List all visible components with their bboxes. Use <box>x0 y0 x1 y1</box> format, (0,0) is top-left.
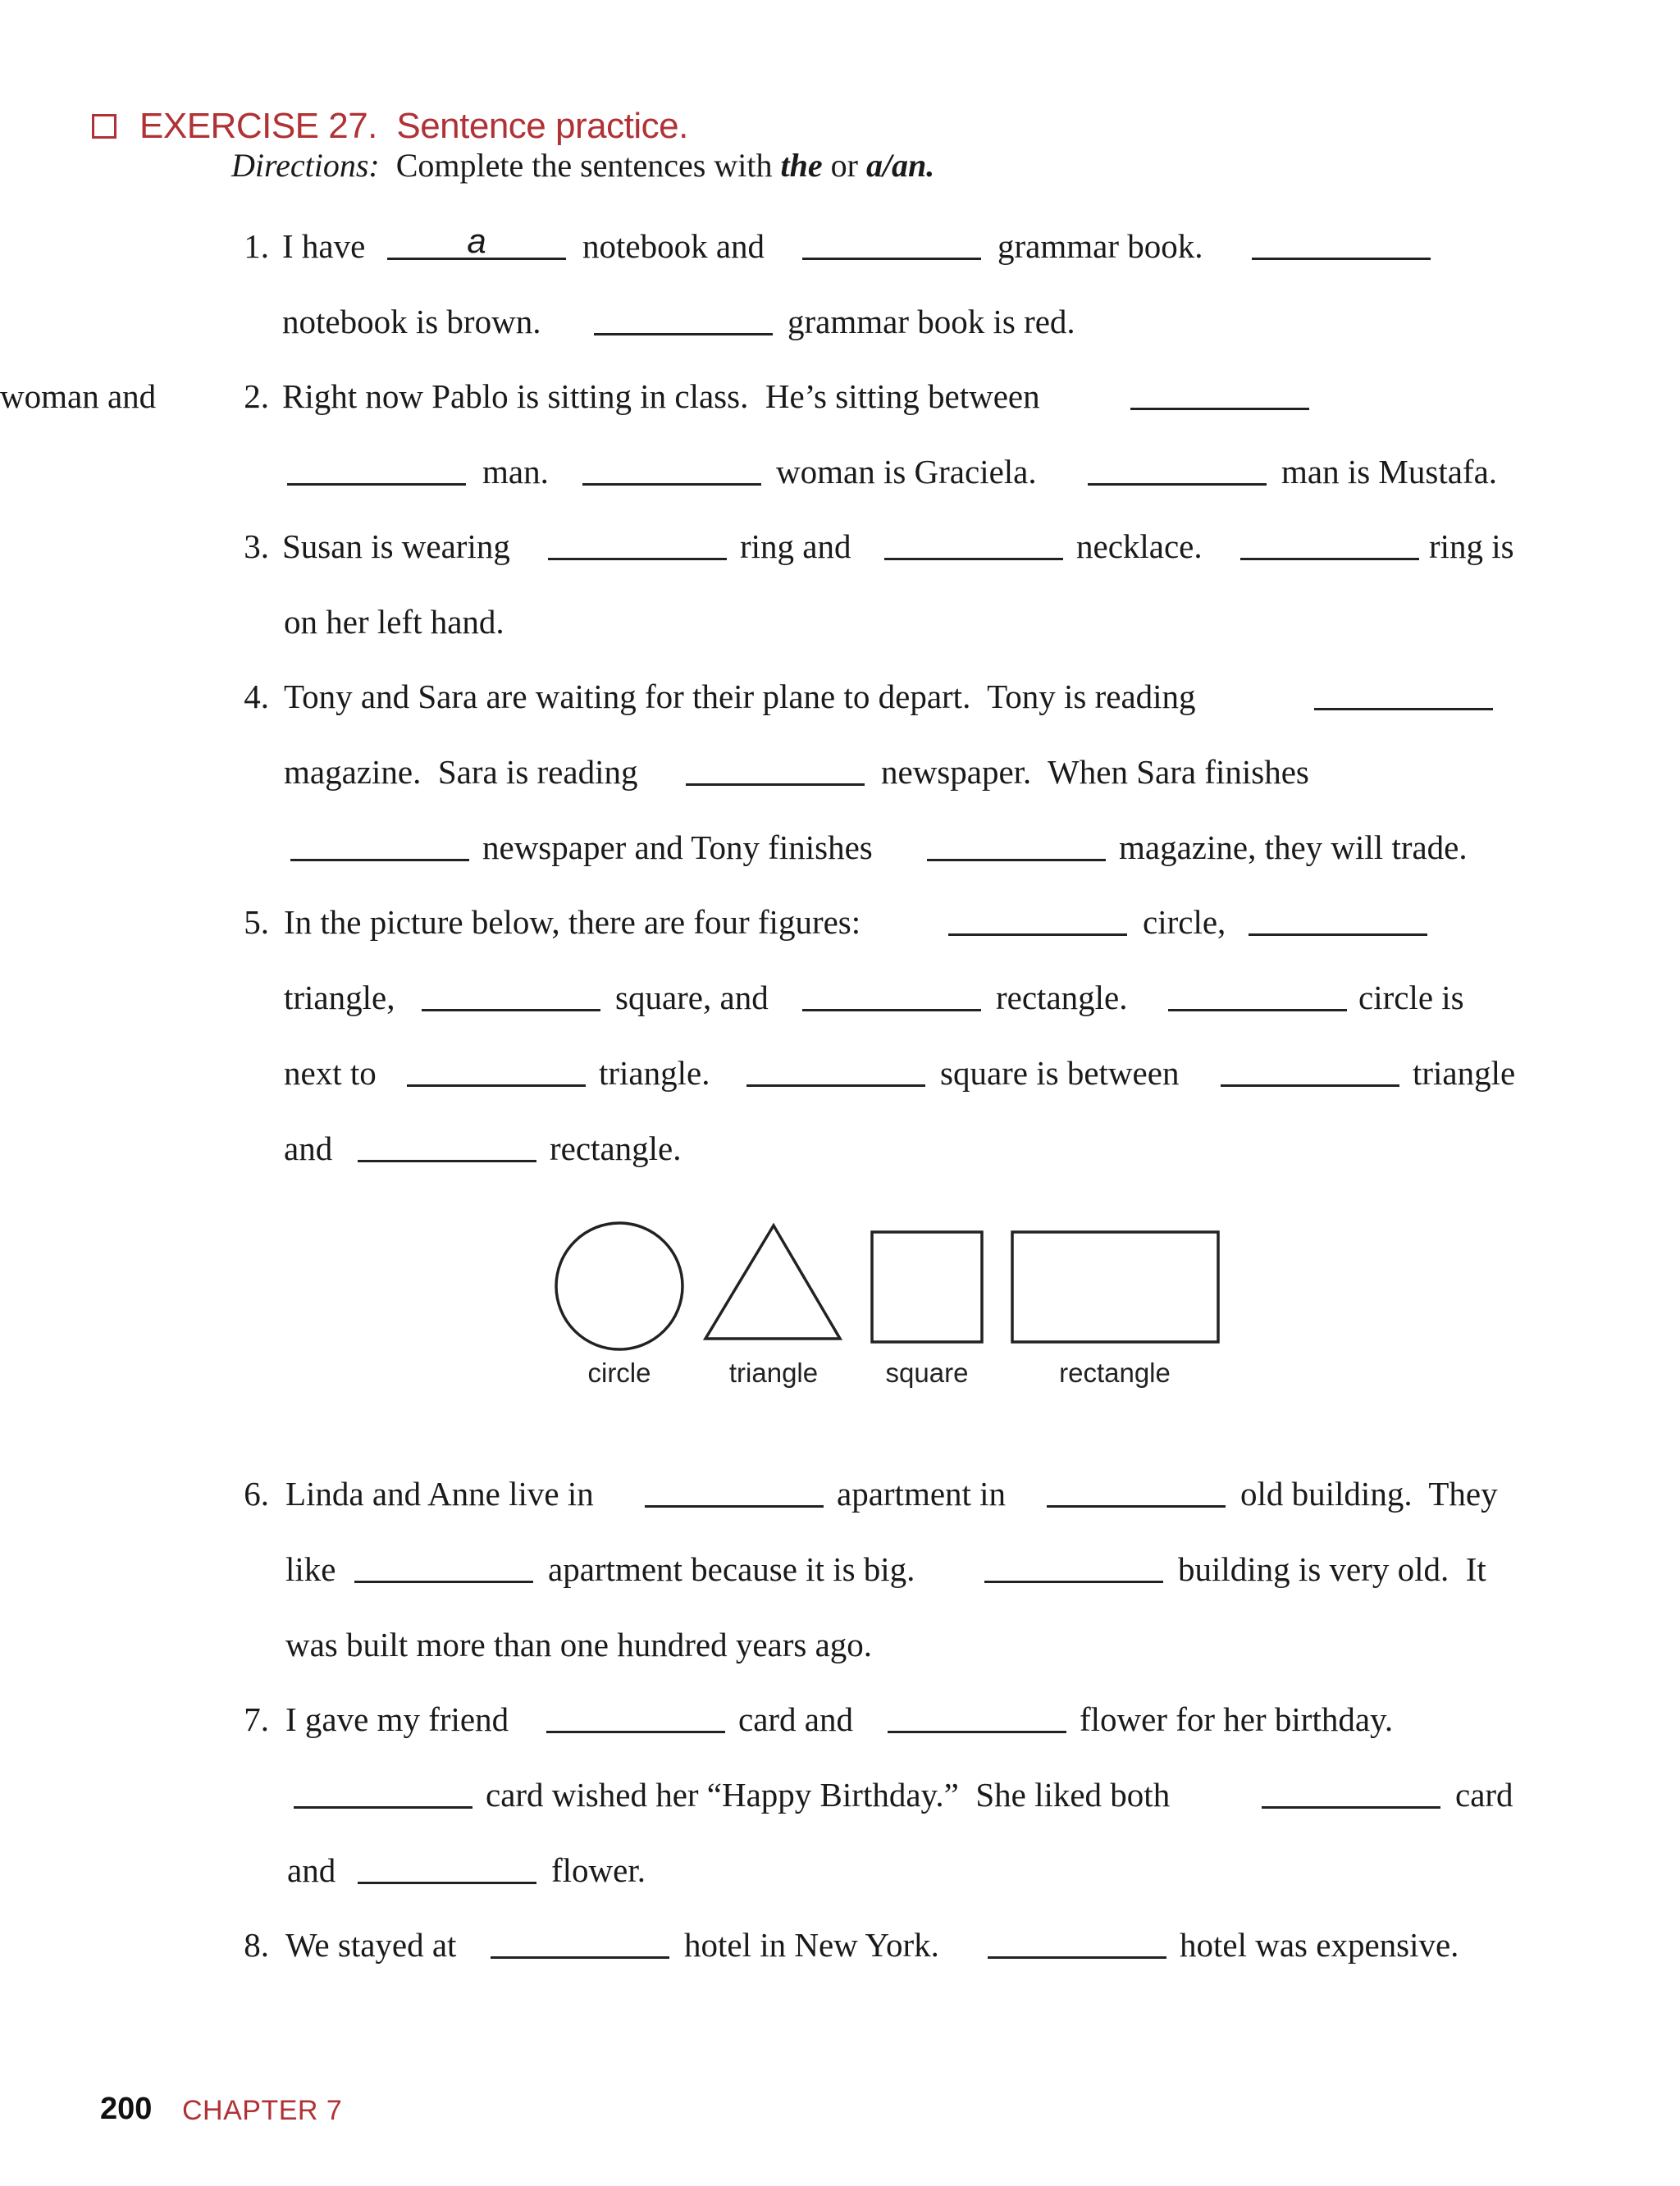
rectangle-figure <box>1012 1232 1218 1342</box>
answer-blank[interactable] <box>1168 1009 1347 1011</box>
answer-blank[interactable] <box>548 558 727 560</box>
circle-label: circle <box>587 1358 651 1388</box>
sentence-text: square, and <box>615 979 769 1016</box>
sentence-text: woman and <box>0 377 157 415</box>
answer-blank[interactable] <box>1047 1505 1226 1508</box>
item-number-label: 4. <box>244 678 269 715</box>
answer-blank[interactable] <box>407 1084 586 1087</box>
sentence-text: flower for her birthday. <box>1080 1700 1394 1738</box>
directions <box>231 146 934 185</box>
directions-word-aan: a/an. <box>865 147 935 184</box>
sentence-text: apartment in <box>837 1475 1007 1513</box>
rectangle-label: rectangle <box>1059 1358 1171 1388</box>
item-number-label: 2. <box>244 377 269 415</box>
chapter-label: CHAPTER 7 <box>182 2095 343 2126</box>
square-figure <box>872 1232 982 1342</box>
answer-blank[interactable] <box>746 1084 925 1087</box>
item-number-label: 6. <box>244 1475 269 1513</box>
sentence-text: man. <box>482 453 549 491</box>
circle-figure <box>556 1223 682 1349</box>
sentence-text: newspaper. When Sara finishes <box>881 753 1309 791</box>
sentence-text: We stayed at <box>285 1926 457 1964</box>
answer-blank[interactable] <box>290 859 469 861</box>
sentence-text: grammar book. <box>998 227 1203 265</box>
sentence-text: triangle <box>1413 1054 1516 1092</box>
answer-blank[interactable] <box>1088 483 1267 486</box>
sentence-text: circle, <box>1143 903 1226 941</box>
sentence-text: hotel in New York. <box>684 1926 939 1964</box>
sentence-text: flower. <box>551 1851 646 1889</box>
item-number-label: 1. <box>244 227 269 265</box>
directions-text: Complete the sentences with <box>395 147 773 184</box>
answer-blank[interactable] <box>1252 258 1431 260</box>
sentence-text: next to <box>284 1054 377 1092</box>
exercise-title: EXERCISE 27. Sentence practice. <box>139 106 688 146</box>
sentence-text: ring is <box>1429 527 1514 565</box>
sentence-text: Linda and Anne live in <box>285 1475 594 1513</box>
sentence-text: square is between <box>940 1054 1180 1092</box>
sentence-text: ring and <box>740 527 851 565</box>
sentence-text: triangle, <box>284 979 395 1016</box>
sentence-text: rectangle. <box>550 1130 682 1167</box>
answer-blank[interactable] <box>594 333 773 335</box>
sentence-text: card <box>1455 1776 1513 1814</box>
answer-blank[interactable] <box>1314 708 1493 710</box>
sentence-text: card wished her “Happy Birthday.” She liked both <box>486 1776 1171 1814</box>
answer-blank[interactable] <box>358 1160 536 1162</box>
answer-blank[interactable] <box>358 1882 536 1884</box>
exercise-header <box>92 105 688 148</box>
sentence-text: newspaper and Tony finishes <box>482 828 873 866</box>
sentence-text: rectangle. <box>996 979 1128 1016</box>
sentence-text: Tony and Sara are waiting for their plane to depart. Tony is reading <box>284 678 1196 715</box>
sentence-text: old building. They <box>1240 1475 1498 1513</box>
sentence-text: grammar book is red. <box>788 303 1075 340</box>
answer-blank[interactable] <box>422 1009 600 1011</box>
sentence-text: magazine, they will trade. <box>1119 828 1468 866</box>
sentence-text: I have <box>282 227 366 265</box>
sentence-text: circle is <box>1358 979 1464 1016</box>
answer-blank[interactable] <box>884 558 1063 560</box>
answer-blank[interactable] <box>802 258 981 260</box>
checkbox-icon[interactable] <box>92 114 116 139</box>
item-number-label: 3. <box>244 527 269 565</box>
answer-blank[interactable] <box>1249 933 1427 936</box>
page-number: 200 <box>100 2092 153 2126</box>
answer-blank[interactable] <box>1130 408 1309 410</box>
answer-blank[interactable] <box>948 933 1127 936</box>
directions-label: Directions: <box>231 147 380 184</box>
answer-example: a <box>467 221 486 260</box>
triangle-figure <box>705 1225 840 1339</box>
answer-blank[interactable] <box>988 1956 1166 1959</box>
sentence-text: Susan is wearing <box>282 527 510 565</box>
answer-blank[interactable] <box>1221 1084 1399 1087</box>
triangle-label: triangle <box>728 1358 819 1388</box>
sentence-text: on her left hand. <box>284 603 504 641</box>
item-number-label: 7. <box>244 1700 269 1738</box>
answer-blank[interactable] <box>546 1731 725 1733</box>
sentence-text: card and <box>738 1700 853 1738</box>
sentence-text: notebook and <box>582 227 765 265</box>
sentence-text: building is very old. It <box>1178 1550 1486 1588</box>
answer-blank[interactable] <box>294 1806 472 1809</box>
answer-blank[interactable] <box>927 859 1106 861</box>
sentence-text: necklace. <box>1076 527 1203 565</box>
answer-blank[interactable] <box>354 1581 533 1583</box>
directions-or: or <box>830 147 858 184</box>
answer-blank[interactable] <box>1262 1806 1440 1809</box>
sentence-text: magazine. Sara is reading <box>284 753 638 791</box>
sentence-text: and <box>284 1130 333 1167</box>
sentence-text: triangle. <box>599 1054 710 1092</box>
sentence-text: like <box>285 1550 336 1588</box>
answer-blank[interactable] <box>888 1731 1066 1733</box>
square-label: square <box>885 1358 969 1388</box>
sentence-text: notebook is brown. <box>282 303 541 340</box>
answer-blank[interactable] <box>645 1505 824 1508</box>
sentence-text: woman is Graciela. <box>776 453 1037 491</box>
sentence-text: man is Mustafa. <box>1281 453 1498 491</box>
answer-blank[interactable] <box>686 783 865 786</box>
item-number-label: 8. <box>244 1926 269 1964</box>
answer-blank[interactable] <box>491 1956 669 1959</box>
sentence-text: apartment because it is big. <box>548 1550 915 1588</box>
sentence-text: was built more than one hundred years ago. <box>285 1626 873 1663</box>
sentence-text: In the picture below, there are four figures: <box>284 903 861 941</box>
item-number-label: 5. <box>244 903 269 941</box>
sentence-text: I gave my friend <box>285 1700 509 1738</box>
sentence-text: hotel was expensive. <box>1180 1926 1459 1964</box>
directions-word-the: the <box>780 147 823 184</box>
sentence-text: and <box>287 1851 336 1889</box>
answer-blank[interactable] <box>582 483 761 486</box>
answer-blank[interactable] <box>802 1009 981 1011</box>
sentence-text: Right now Pablo is sitting in class. He’s sitting between <box>282 377 1040 415</box>
answer-blank[interactable] <box>287 483 466 486</box>
answer-blank[interactable] <box>984 1581 1163 1583</box>
answer-blank[interactable] <box>1240 558 1419 560</box>
